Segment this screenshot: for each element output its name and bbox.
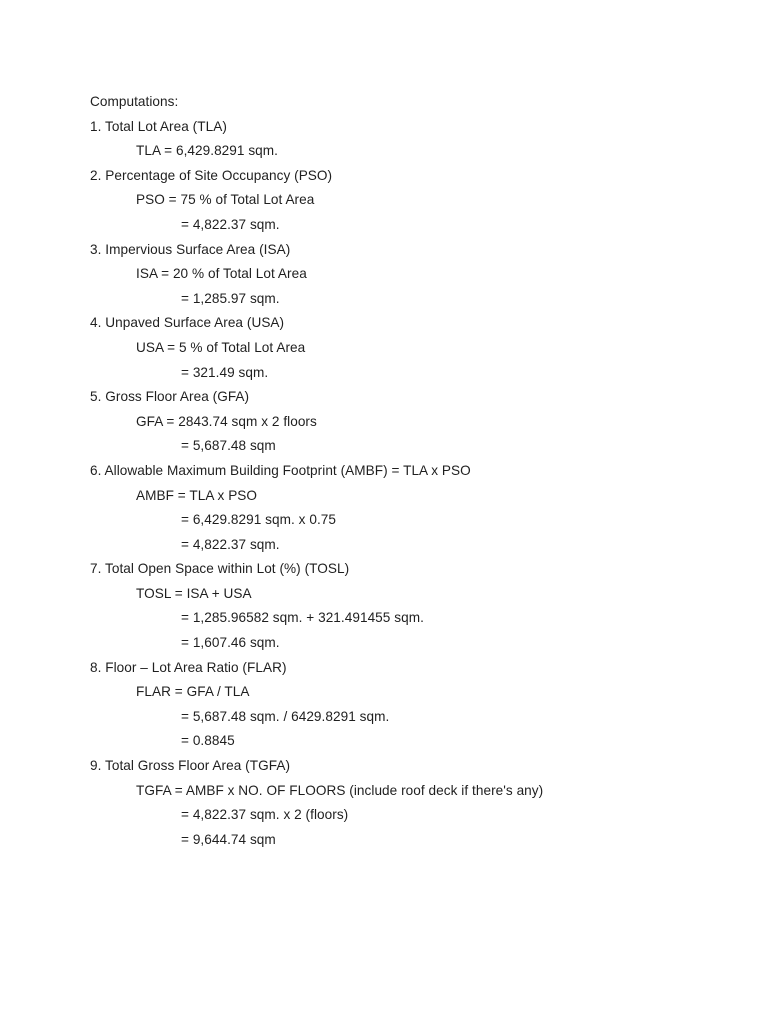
computation-result-line: = 6,429.8291 sqm. x 0.75	[181, 512, 336, 528]
computation-result-line: = 9,644.74 sqm	[181, 831, 276, 847]
computation-formula-line: USA = 5 % of Total Lot Area	[136, 339, 306, 355]
computation-item-title: 2. Percentage of Site Occupancy (PSO)	[90, 167, 333, 183]
computation-result-line: = 4,822.37 sqm.	[181, 216, 280, 232]
computation-result-line: = 1,607.46 sqm.	[181, 635, 280, 651]
computation-result-line: = 5,687.48 sqm. / 6429.8291 sqm.	[181, 708, 390, 724]
computation-result-line: = 5,687.48 sqm	[181, 438, 276, 454]
computation-item-title: 3. Impervious Surface Area (ISA)	[90, 241, 291, 257]
computation-item-title: 4. Unpaved Surface Area (USA)	[90, 315, 285, 331]
document-heading: Computations:	[90, 94, 179, 109]
computation-item-title: 6. Allowable Maximum Building Footprint (AMBF) = TLA x PSO	[90, 462, 471, 478]
computation-item-title: 1. Total Lot Area (TLA)	[90, 118, 227, 134]
computation-formula-line: GFA = 2843.74 sqm x 2 floors	[136, 413, 317, 429]
computation-result-line: = 1,285.97 sqm.	[181, 290, 280, 306]
computation-formula-line: TLA = 6,429.8291 sqm.	[136, 143, 278, 159]
computation-formula-line: AMBF = TLA x PSO	[136, 487, 258, 503]
computation-result-line: = 0.8845	[181, 733, 235, 749]
computation-result-line: = 321.49 sqm.	[181, 364, 269, 380]
computations-document	[90, 90, 730, 852]
computation-result-line: = 4,822.37 sqm. x 2 (floors)	[181, 807, 349, 823]
computation-item-title: 5. Gross Floor Area (GFA)	[90, 389, 250, 405]
computation-formula-line: PSO = 75 % of Total Lot Area	[136, 192, 315, 208]
computation-formula-line: TGFA = AMBF x NO. OF FLOORS (include roof deck if there's any)	[136, 782, 544, 798]
computation-item-title: 7. Total Open Space within Lot (%) (TOSL)	[90, 561, 350, 577]
computation-result-line: = 4,822.37 sqm.	[181, 536, 280, 552]
computation-result-line: = 1,285.96582 sqm. + 321.491455 sqm.	[181, 610, 424, 626]
computation-formula-line: ISA = 20 % of Total Lot Area	[136, 266, 307, 282]
computation-formula-line: TOSL = ISA + USA	[136, 585, 252, 601]
computation-formula-line: FLAR = GFA / TLA	[136, 684, 250, 700]
computation-item-title: 8. Floor – Lot Area Ratio (FLAR)	[90, 659, 287, 675]
computation-item-title: 9. Total Gross Floor Area (TGFA)	[90, 758, 291, 774]
